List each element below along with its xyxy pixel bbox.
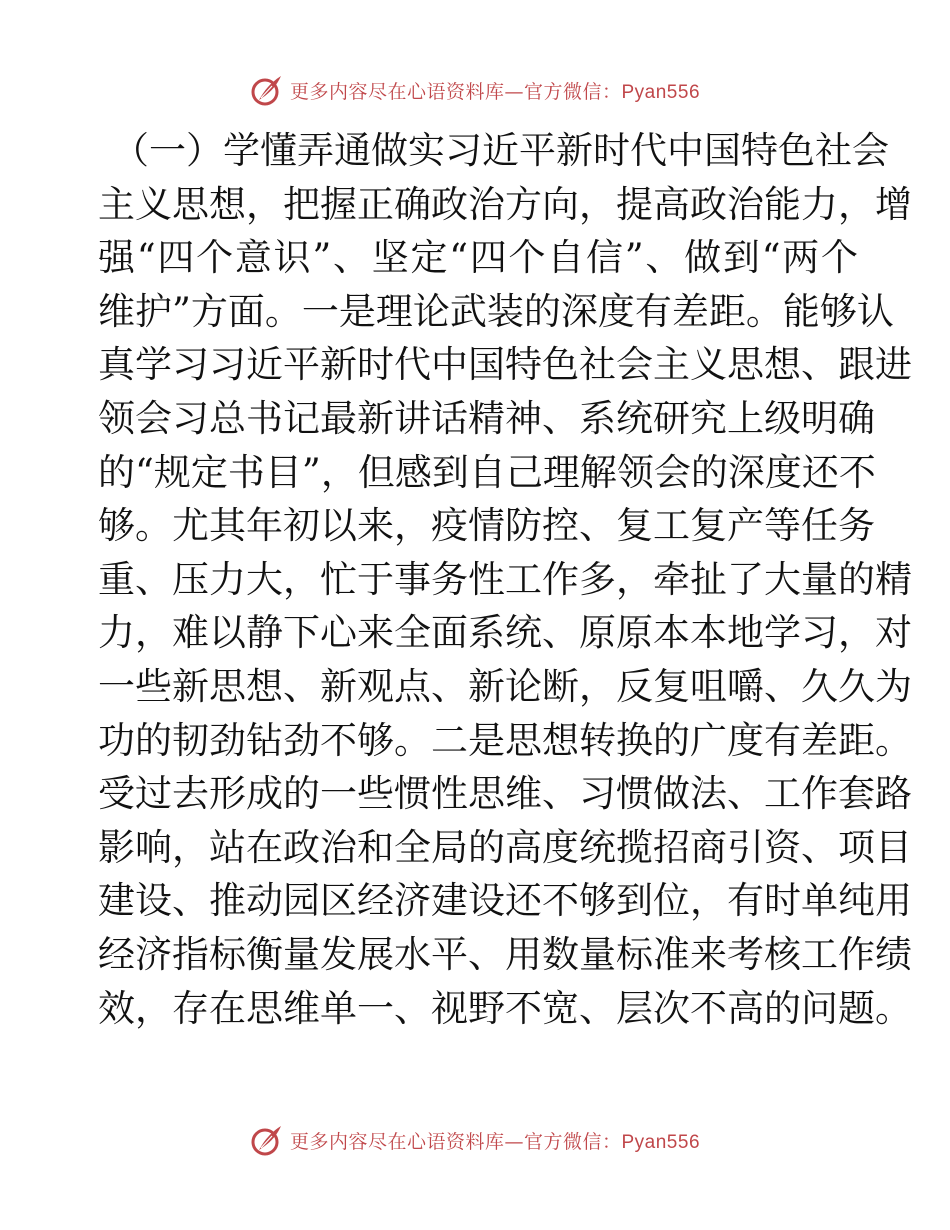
- body-line: 主义思想，把握正确政治方向，提高政治能力，增: [98, 182, 912, 226]
- body-line: 真学习习近平新时代中国特色社会主义思想、跟进: [98, 343, 912, 387]
- header-wechat-id: Pyan556: [621, 81, 701, 103]
- body-line: 维护”方面。一是理论武装的深度有差距。能够认: [98, 289, 894, 333]
- body-line: 力，难以静下心来全面系统、原原本本地学习，对: [98, 611, 912, 655]
- body-line: 的“规定书目”，但感到自己理解领会的深度还不: [98, 450, 876, 494]
- footer-banner-label: 更多内容尽在心语资料库—官方微信：: [289, 1130, 622, 1153]
- body-line: 影响，站在政治和全局的高度统揽招商引资、项目: [98, 825, 912, 869]
- header-banner-text: [290, 77, 700, 104]
- feather-pen-logo-icon: [250, 1123, 284, 1157]
- document-body: [98, 124, 912, 1035]
- header-banner: [0, 70, 950, 110]
- body-line: 重、压力大，忙于事务性工作多，牵扯了大量的精: [98, 557, 912, 601]
- body-line: 领会习总书记最新讲话精神、系统研究上级明确: [98, 396, 875, 440]
- body-line: 强“四个意识”、坚定“四个自信”、做到“两个: [98, 236, 858, 280]
- body-line: 一些新思想、新观点、新论断，反复咀嚼、久久为: [98, 664, 912, 708]
- body-line: 建设、推动园区经济建设还不够到位，有时单纯用: [98, 879, 912, 923]
- body-line: 功的韧劲钻劲不够。二是思想转换的广度有差距。: [98, 718, 912, 762]
- footer-wechat-id: Pyan556: [621, 1131, 701, 1153]
- feather-pen-logo-icon: [250, 73, 284, 107]
- body-line: 受过去形成的一些惯性思维、习惯做法、工作套路: [98, 772, 912, 816]
- footer-banner-text: [290, 1127, 700, 1154]
- body-line: 效，存在思维单一、视野不宽、层次不高的问题。: [98, 986, 912, 1030]
- body-line: （一）学懂弄通做实习近平新时代中国特色社会: [112, 129, 889, 172]
- header-banner-label: 更多内容尽在心语资料库—官方微信：: [289, 80, 622, 103]
- body-line: 经济指标衡量发展水平、用数量标准来考核工作绩: [98, 932, 912, 976]
- footer-banner: [0, 1120, 950, 1160]
- body-line: 够。尤其年初以来，疫情防控、复工复产等任务: [98, 504, 875, 548]
